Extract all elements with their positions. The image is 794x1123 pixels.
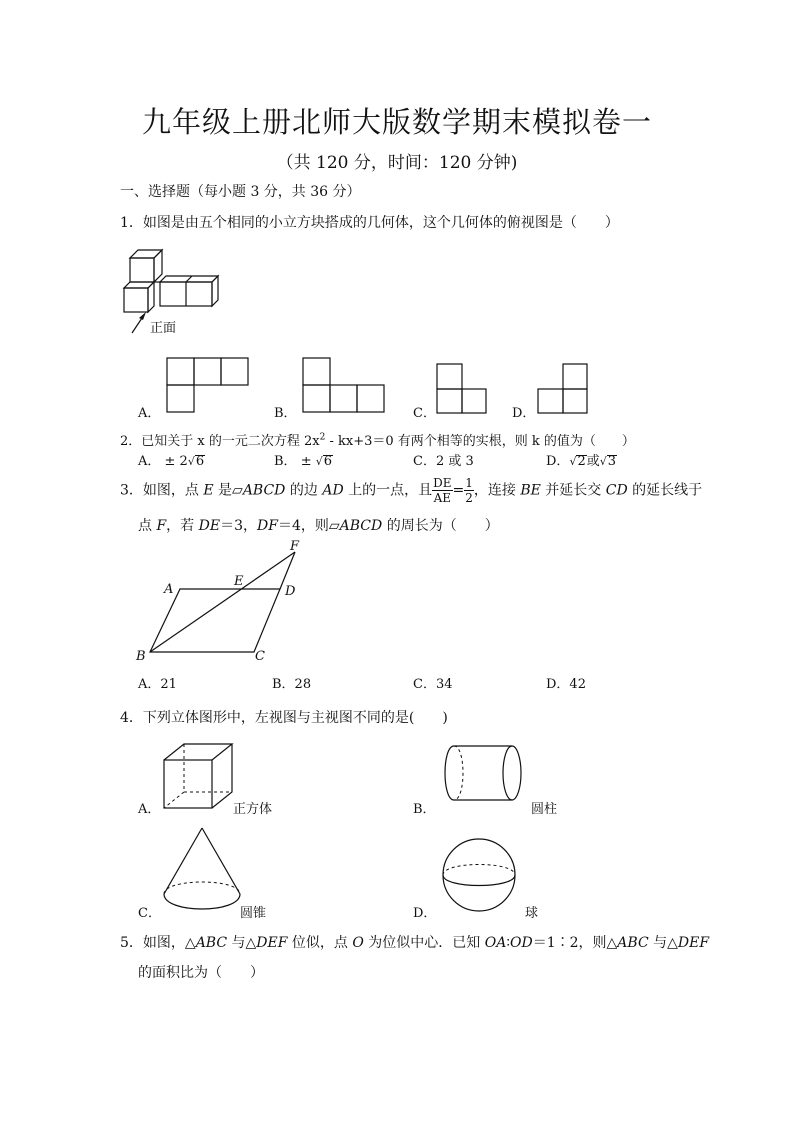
q4-cone-figure: [160, 826, 245, 916]
question-5-line-1: 5．如图，△ABC 与△DEF 位似，点 O 为位似中心．已知 OA∶OD＝1∶2，则△ABC 与△DEF: [120, 935, 710, 951]
question-5-line-2: 的面积比为（ ）: [138, 965, 264, 981]
q4-sphere-figure: [440, 836, 520, 916]
q1-option-b-figure: [301, 356, 386, 412]
q1-option-c-label[interactable]: C．: [413, 406, 436, 421]
q1-arrow-label: 正面: [150, 321, 177, 336]
q3-option-d[interactable]: D．42: [546, 677, 586, 692]
q1-option-b-label[interactable]: B．: [274, 406, 297, 421]
q2-option-c[interactable]: C．2 或 3: [413, 454, 474, 469]
q1-option-d-figure: [536, 362, 590, 414]
q4-option-a-name: 正方体: [233, 802, 273, 817]
q4-option-b-name: 圆柱: [531, 802, 558, 817]
question-2-stem: 2．已知关于 x 的一元二次方程 $2x^2 - kx+3=0$ 有两个相等的实根，则 k 的值为（ ）: [120, 432, 635, 449]
q3-parallelogram-figure: [130, 535, 320, 665]
q1-option-a-figure: [165, 356, 250, 412]
question-3-line-2: 点 F，若 DE＝3，DF＝4，则▱ABCD 的周长为（ ）: [138, 518, 499, 534]
q1-option-a-label[interactable]: A．: [138, 406, 161, 421]
page-title: 九年级上册北师大版数学期末模拟卷一: [141, 105, 652, 139]
q3-label-B: B: [136, 649, 146, 664]
page-subtitle: （共 120 分，时间：120 分钟): [276, 153, 518, 173]
q2-option-a[interactable]: A． ± 2√6: [138, 454, 205, 469]
q4-option-b-label[interactable]: B．: [413, 802, 436, 817]
question-1-stem: 1．如图是由五个相同的小立方块搭成的几何体，这个几何体的俯视图是（ ）: [120, 215, 619, 231]
q2-option-d[interactable]: D．√2或√3: [546, 454, 617, 469]
q2-option-b[interactable]: B． ± √6: [274, 454, 333, 469]
q3-option-a[interactable]: A．21: [138, 677, 177, 692]
q3-label-C: C: [255, 649, 265, 664]
q3-label-A: A: [164, 582, 174, 597]
section-heading: 一、选择题（每小题 3 分，共 36 分）: [120, 184, 361, 200]
q4-option-a-label[interactable]: A．: [138, 802, 161, 817]
q4-option-c-label[interactable]: C．: [138, 906, 161, 921]
q1-option-d-label[interactable]: D．: [512, 406, 536, 421]
q1-option-c-figure: [435, 362, 489, 414]
q3-option-b[interactable]: B．28: [272, 677, 312, 692]
q4-option-d-name: 球: [525, 906, 539, 921]
question-3-line-1: 3．如图，点 E 是▱ABCD 的边 AD 上的一点，且 $\frac{DE}{AE}$ = $\frac{1}{2}$ ，连接 BE 并延长交 CD 的延长线于: [120, 476, 703, 505]
question-4-stem: 4．下列立体图形中，左视图与主视图不同的是( ): [120, 710, 448, 726]
q3-label-E: E: [234, 574, 244, 589]
q4-cube-figure: [160, 740, 240, 812]
q4-option-c-name: 圆锥: [240, 906, 267, 921]
q3-label-D: D: [285, 584, 296, 599]
q4-option-d-label[interactable]: D．: [413, 906, 437, 921]
q3-option-c[interactable]: C．34: [413, 677, 453, 692]
q3-label-F: F: [290, 539, 300, 554]
q4-cylinder-figure: [440, 740, 525, 806]
